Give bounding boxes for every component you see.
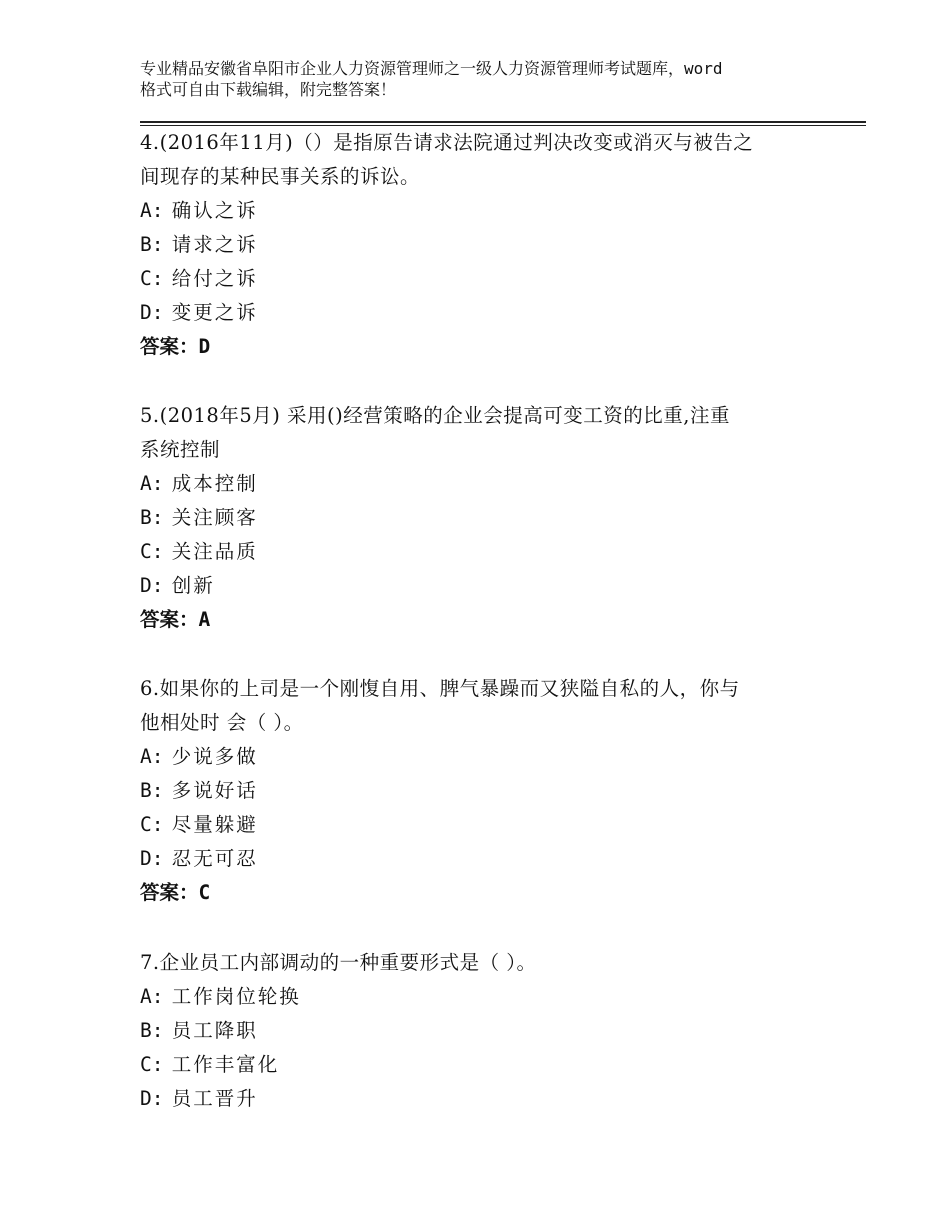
option-d: D: 员工晋升 bbox=[140, 1087, 258, 1110]
option-a: A: 确认之诉 bbox=[140, 199, 258, 222]
question-stem: 7.企业员工内部调动的一种重要形式是（ ）。 bbox=[140, 951, 537, 974]
question-stem-cont: 他相处时 会（ ）。 bbox=[140, 711, 304, 734]
option-d: D: 忍无可忍 bbox=[140, 847, 258, 870]
option-c: C: 给付之诉 bbox=[140, 267, 258, 290]
header-line-2: 格式可自由下载编辑，附完整答案！ bbox=[140, 80, 397, 99]
answer-line: 答案：D bbox=[140, 335, 211, 358]
option-a: A: 工作岗位轮换 bbox=[140, 985, 301, 1008]
option-a: A: 少说多做 bbox=[140, 745, 258, 768]
question-5 bbox=[140, 399, 830, 637]
option-b: B: 员工降职 bbox=[140, 1019, 258, 1042]
option-b: B: 多说好话 bbox=[140, 779, 258, 802]
question-4 bbox=[140, 126, 830, 364]
question-stem: 5.(2018年5月) 采用()经营策略的企业会提高可变工资的比重,注重 bbox=[140, 404, 730, 427]
question-stem-cont: 间现存的某种民事关系的诉讼。 bbox=[140, 165, 421, 188]
question-7 bbox=[140, 946, 830, 1116]
question-stem: 4.(2016年11月)（）是指原告请求法院通过判决改变或消灭与被告之 bbox=[140, 131, 754, 154]
answer-value: D bbox=[198, 335, 211, 358]
answer-line: 答案：A bbox=[140, 608, 211, 631]
answer-line: 答案：C bbox=[140, 881, 211, 904]
option-a: A: 成本控制 bbox=[140, 472, 258, 495]
option-b: B: 关注顾客 bbox=[140, 506, 258, 529]
document-header bbox=[140, 58, 840, 100]
option-c: C: 尽量躲避 bbox=[140, 813, 258, 836]
option-c: C: 工作丰富化 bbox=[140, 1053, 280, 1076]
question-stem: 6.如果你的上司是一个刚愎自用、脾气暴躁而又狭隘自私的人，你与 bbox=[140, 677, 740, 700]
header-line-1: 专业精品安徽省阜阳市企业人力资源管理师之一级人力资源管理师考试题库，word bbox=[140, 59, 723, 78]
question-6 bbox=[140, 672, 830, 910]
option-c: C: 关注品质 bbox=[140, 540, 258, 563]
question-stem-cont: 系统控制 bbox=[140, 438, 221, 461]
option-d: D: 创新 bbox=[140, 574, 215, 597]
option-d: D: 变更之诉 bbox=[140, 301, 258, 324]
option-b: B: 请求之诉 bbox=[140, 233, 258, 256]
answer-value: C bbox=[198, 881, 211, 904]
answer-value: A bbox=[198, 608, 211, 631]
